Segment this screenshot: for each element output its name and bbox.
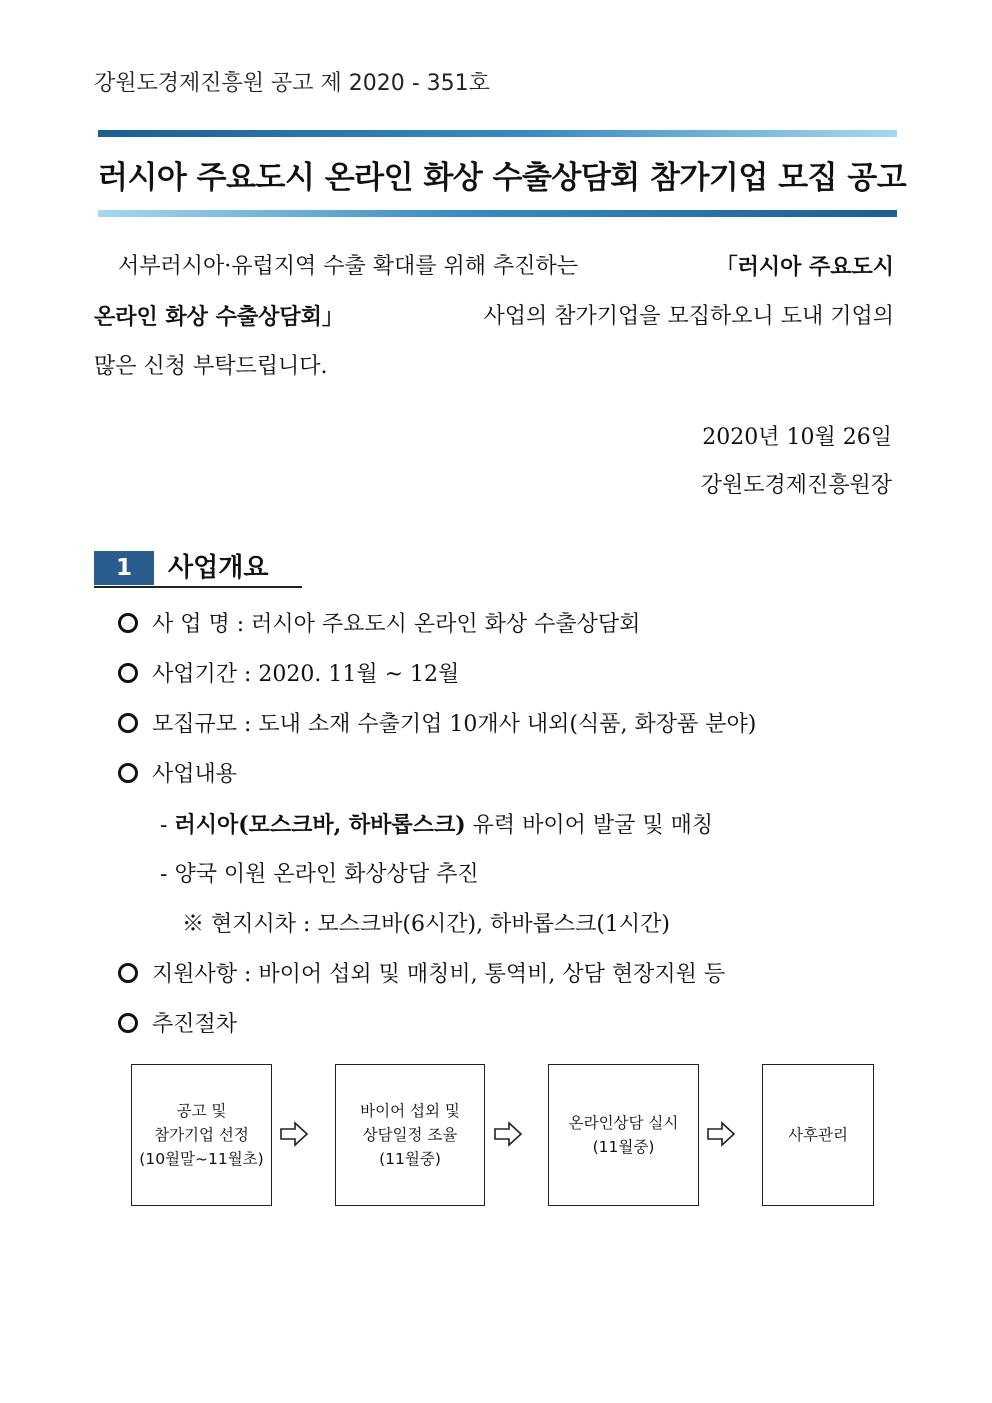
intro-line3-text: 많은 신청 부탁드립니다. (94, 354, 328, 379)
item-text: 지원사항 : 바이어 섭외 및 매칭비, 통역비, 상담 현장지원 등 (152, 962, 726, 987)
issuer-name: 강원도경제진흥원장 (700, 473, 892, 498)
intro-line-2 (94, 292, 894, 342)
title-bar-top (98, 130, 897, 137)
title-block (98, 130, 907, 218)
intro-paragraph (94, 242, 894, 392)
intro-line2-bold: 온라인 화상 수출상담회」 (94, 304, 344, 330)
item-text: 사업내용 (152, 762, 238, 787)
sub-item-text: 유력 바이어 발굴 및 매칭 (472, 813, 714, 838)
flow-step-1 (131, 1064, 272, 1206)
list-item-name (118, 600, 908, 650)
intro-line-3 (94, 342, 894, 392)
list-item-procedure (118, 1000, 908, 1050)
hollow-circle-bullet-icon (118, 663, 138, 683)
item-text: 모집규모 : 도내 소재 수출기업 10개사 내외(식품, 화장품 분야) (152, 712, 757, 737)
intro-line1-text: 서부러시아·유럽지역 수출 확대를 위해 추진하는 (118, 254, 579, 279)
flow-step-line: 바이어 섭외 및 (360, 1102, 460, 1120)
flow-step-line: (11월중) (592, 1138, 655, 1156)
hollow-circle-bullet-icon (118, 613, 138, 633)
outline-right-arrow-icon (706, 1121, 736, 1147)
hollow-circle-bullet-icon (118, 1013, 138, 1033)
hollow-circle-bullet-icon (118, 713, 138, 733)
intro-line2-text: 사업의 참가기업을 모집하오니 도내 기업의 (483, 304, 894, 329)
flow-step-line: 공고 및 (176, 1102, 227, 1120)
document-title: 러시아 주요도시 온라인 화상 수출상담회 참가기업 모집 공고 (98, 160, 907, 196)
dash: - (160, 862, 168, 887)
content-sub-item-1 (118, 800, 908, 850)
hollow-circle-bullet-icon (118, 763, 138, 783)
sub-item-text: 양국 이원 온라인 화상상담 추진 (174, 862, 479, 887)
item-text: 추진절차 (152, 1012, 238, 1037)
list-item-scale (118, 700, 908, 750)
flow-step-line: (11월중) (379, 1150, 441, 1168)
list-item-content (118, 750, 908, 800)
outline-right-arrow-icon (279, 1121, 309, 1147)
content-sub-item-2 (118, 850, 908, 900)
hollow-circle-bullet-icon (118, 963, 138, 983)
flow-step-line: 상담일정 조율 (362, 1126, 458, 1144)
time-difference-note: ※ 현지시차 : 모스크바(6시간), 하바롭스크(1시간) (182, 912, 670, 937)
title-bar-bottom (98, 210, 897, 217)
section-heading (94, 551, 304, 589)
section-title: 사업개요 (168, 553, 269, 583)
flow-step-2 (335, 1064, 485, 1206)
notice-date: 2020년 10월 26일 (702, 425, 892, 450)
item-text: 사업기간 : 2020. 11월 ~ 12월 (152, 662, 460, 687)
intro-line-1 (94, 242, 894, 292)
flow-step-4 (762, 1064, 874, 1206)
outline-right-arrow-icon (493, 1121, 523, 1147)
section-underline (94, 586, 302, 588)
list-item-period (118, 650, 908, 700)
flow-step-line: 사후관리 (788, 1126, 848, 1144)
sub-item-bold: 러시아(모스크바, 하바롭스크) (174, 812, 466, 838)
intro-line1-bold: 「러시아 주요도시 (715, 254, 894, 280)
dash: - (160, 813, 168, 838)
item-text: 사 업 명 : 러시아 주요도시 온라인 화상 수출상담회 (152, 612, 641, 637)
notice-number: 강원도경제진흥원 공고 제 2020 - 351호 (94, 71, 490, 96)
overview-list (118, 600, 908, 1050)
list-item-support (118, 950, 908, 1000)
flow-step-line: 온라인상담 실시 (568, 1114, 679, 1132)
flow-step-3 (548, 1064, 699, 1206)
section-number-badge: 1 (94, 551, 154, 585)
flow-step-line: 참가기업 선정 (154, 1126, 249, 1144)
flow-step-line: (10월말~11월초) (139, 1150, 264, 1168)
